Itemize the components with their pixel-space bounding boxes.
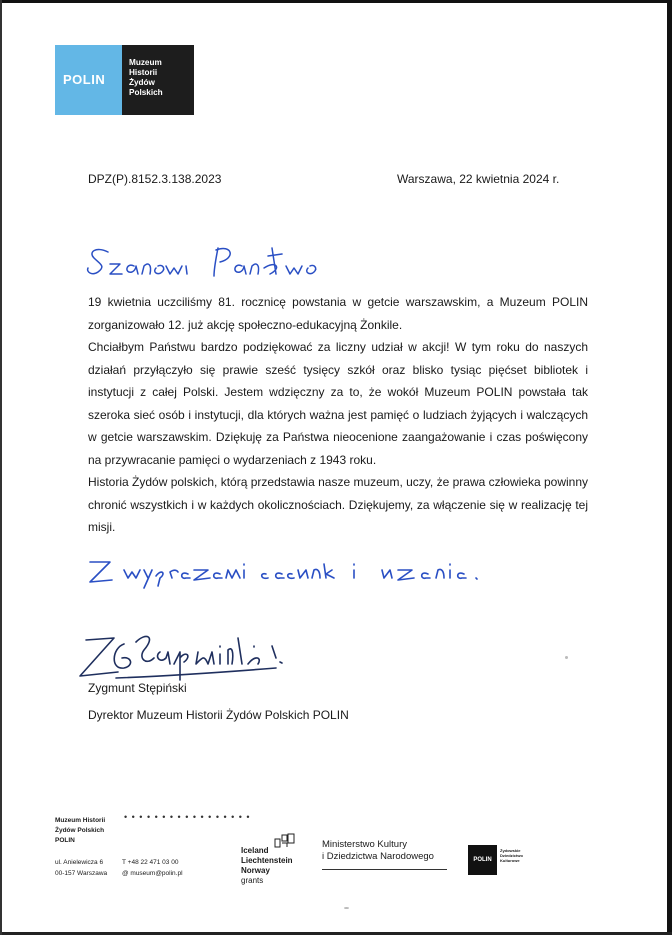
logo-word: POLIN [63, 72, 106, 87]
grants-line: Iceland [241, 846, 269, 855]
footer-org-line: Muzeum Historii [55, 817, 106, 824]
signer-name: Zygmunt Stępiński [88, 681, 187, 695]
footer-address-line: ul. Anielewicza 6 [55, 859, 104, 866]
footer-address [55, 857, 107, 879]
logo-dark-panel [122, 45, 194, 115]
heritage-logo-mark: POLIN [468, 845, 497, 875]
footer-contact [122, 857, 183, 879]
footer-address-line: 00-157 Warszawa [55, 870, 108, 877]
logo-text-stack [122, 45, 194, 98]
paragraph: 19 kwietnia uczciliśmy 81. rocznicę powstania w getcie warszawskim, a Muzeum POLIN zorganizowało 12. już akcję społeczno-edukacyjną Żonkile. [88, 295, 588, 332]
polin-logo [55, 45, 194, 115]
scan-border-top [0, 0, 672, 3]
footer-email: @ museum@polin.pl [122, 870, 183, 877]
letter-date: Warszawa, 22 kwietnia 2024 r. [397, 172, 560, 186]
grants-line: Liechtenstein [241, 856, 293, 865]
scan-border-right [667, 0, 672, 935]
logo-line: Żydów [129, 78, 155, 87]
paragraph: Chciałbym Państwu bardzo podziękować za liczny udział w akcji! W tym roku do naszych działań przyłączyło się prawie sześć tysięcy szkół oraz blisko tysiąc pięćset bibliotek i instytucji z całej Polski. Jestem wdzięczny za to, że wokół Muzeum POLIN powstała tak szeroka sieć osób i instytucji, dla których ważna jest pamięć o ludziach żyjących i walczących w getcie warszawskim. Dziękuję za Państwa nieocenione zaangażowanie i czas poświęcony na przywracanie pamięci o wydarzeniach z 1943 roku. [88, 340, 588, 467]
paragraph: Historia Żydów polskich, którą przedstawia nasze muzeum, uczy, że prawa człowieka powinny chronić wszystkich i w każdych okolicznościach. Dziękujemy, za włączenie się w realizację tej misji. [88, 475, 588, 534]
scan-border-left [0, 0, 2, 935]
reference-number: DPZ(P).8152.3.138.2023 [88, 172, 222, 186]
heritage-line: Dziedzictwo [500, 853, 523, 858]
logo-blue-panel [55, 45, 122, 115]
letter-body [88, 291, 588, 539]
footer-org-line: POLIN [55, 837, 75, 844]
heritage-line: Kulturowe [500, 858, 520, 863]
footer-org-line: Żydów Polskich [55, 827, 105, 834]
logo-line: Polskich [129, 88, 163, 97]
grants-line-norway: Norway grants [241, 866, 293, 886]
heritage-line: Żydowskie [500, 848, 521, 853]
scan-speck [344, 907, 349, 909]
footer-org-name [55, 816, 105, 846]
ministry-underline [322, 869, 447, 870]
logo-line: Muzeum [129, 58, 162, 67]
footer-phone: T +48 22 471 03 00 [122, 859, 179, 866]
ministry-line: i Dziedzictwa Narodowego [322, 851, 434, 862]
signer-title: Dyrektor Muzeum Historii Żydów Polskich POLIN [88, 708, 349, 722]
footer-dots: • • • • • • • • • • • • • • • • • [124, 812, 251, 822]
eea-norway-grants [241, 846, 293, 886]
ministry-line: Ministerstwo Kultury [322, 839, 407, 850]
heritage-logo-text [497, 845, 523, 875]
handwritten-closing [86, 550, 506, 590]
logo-line: Historii [129, 68, 158, 77]
heritage-logo [468, 845, 535, 875]
ministry-logo [322, 839, 434, 863]
handwritten-greeting [86, 238, 336, 280]
scan-speck [565, 656, 568, 659]
grants-suffix: grants [241, 876, 264, 885]
